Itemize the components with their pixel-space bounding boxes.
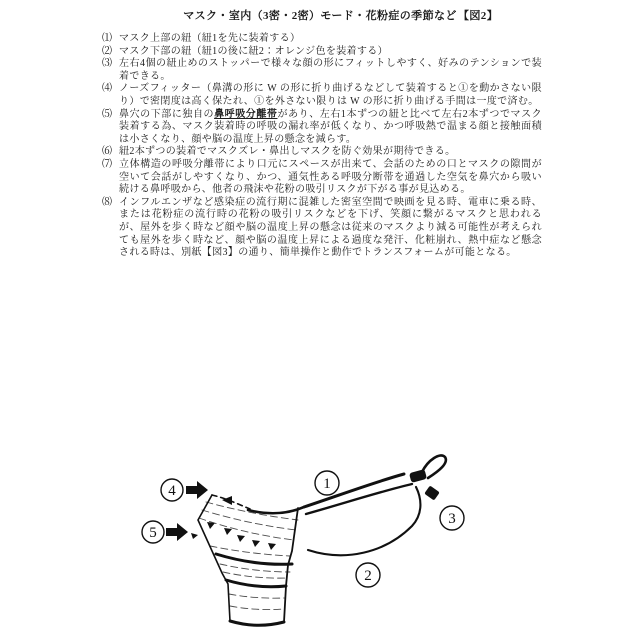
mask-bottom-edge [230, 621, 284, 625]
svg-text:1: 1 [323, 476, 331, 492]
label5-arrow [166, 523, 198, 541]
svg-text:2: 2 [364, 568, 372, 584]
item-text: マスク上部の紐（紐1を先に装着する） [119, 33, 301, 44]
list-item-8 [102, 197, 542, 260]
item-text [119, 109, 542, 147]
item-marker: ⑶ [102, 58, 113, 70]
list-item-4 [102, 83, 542, 108]
list-item-2 [102, 46, 542, 59]
item-text: インフルエンザなど感染症の流行期に混雑した密室空間で映画を見る時、電車に乗る時、または花粉症の流行時の花粉の吸引リスクなどを下げ、笑顔に繋がるマスクと思われるが、屋外を歩く時など顔や脳の温度上昇の懸念は従来のマスクより減る可能性が考えられても屋外を歩く時など、顔や脳の温度上昇による過度な発汗、化粧崩れ、熱中症など懸念される時は、別紙【図3】の通り、簡単操作と動作でトランスフォームが可能となる。 [119, 196, 542, 259]
item-text: 立体構造の呼吸分離帯により口元にスペースが出来て、会話のための口とマスクの隙間が空いて会話がしやすくなり、かつ、通気性ある呼吸分断帯を通過した空気を鼻穴から吸い続ける鼻呼吸から、他者の飛沫や花粉の吸引リスクが下がる事が見込める。 [119, 158, 542, 196]
label-cheek-side [142, 521, 164, 543]
item-text-segment: があり、左右1本ずつの紐と比べて左右2本ずつでマスク装着する為、マスク装着時の呼吸の漏れ率が低くなり、かつ呼吸熱で温まる顔と接触面積は小さくなり、顔や脳の温度上昇の懸念を減らす。 [119, 108, 542, 145]
mask-top-edge-thick [248, 507, 304, 513]
svg-text:4: 4 [168, 483, 176, 499]
page-title: マスク・室内（3密・2密）モード・花粉症の季節など [183, 10, 457, 22]
fold-direction-arrowhead [222, 496, 232, 505]
label-stopper [440, 506, 464, 530]
pleat-line [223, 572, 288, 578]
svg-text:3: 3 [448, 511, 456, 527]
item-text-emphasis: 鼻呼吸分離帯 [214, 108, 278, 120]
item-marker: ⑻ [102, 196, 113, 208]
item-text: マスク下部の紐（紐1の後に紐2：オレンジ色を装着する） [119, 45, 388, 57]
pleat-line [230, 606, 283, 610]
list-item-5 [102, 109, 542, 147]
label-lower-strap [356, 563, 380, 587]
item-text: 紐2本ずつの装着でマスクズレ・鼻出しマスクを防ぐ効果が期待できる。 [119, 146, 456, 158]
item-text: 左右4個の紐止めのストッパーで様々な顔の形にフィットしやすく、好みのテンションで装着できる。 [119, 58, 542, 82]
item-text-segment: 鼻穴の下部に独自の [119, 108, 215, 120]
mask-sketch [140, 438, 512, 640]
list-item-6 [102, 146, 542, 159]
list-item-3 [102, 58, 542, 83]
numbered-list [102, 33, 542, 260]
mask-band-lower [226, 580, 286, 587]
item-marker: ⑵ [102, 45, 113, 57]
label-upper-strap [315, 471, 339, 495]
label-nose-side [161, 479, 183, 501]
item-marker: ⑺ [102, 158, 113, 170]
mask-figure-illustration [140, 438, 512, 640]
item-marker: ⑹ [102, 146, 113, 158]
item-marker: ⑸ [102, 108, 113, 120]
item-marker: ⑴ [102, 33, 113, 44]
figure-number-tag: 【図2】 [458, 10, 499, 22]
list-item-7 [102, 159, 542, 197]
label4-arrow [186, 481, 208, 499]
cord-stopper [409, 455, 446, 500]
pleat-line [229, 594, 284, 598]
svg-text:5: 5 [149, 525, 157, 541]
list-item-1 [102, 33, 542, 46]
item-text: ノーズフィッター（鼻溝の形に W の形に折り曲げるなどして装着すると①を動かさない限り）で密閉度は高く保たれ、①を外さない限りは W の形に折り曲げる手間は一度で済む。 [119, 83, 542, 107]
item-marker: ⑷ [102, 83, 113, 95]
